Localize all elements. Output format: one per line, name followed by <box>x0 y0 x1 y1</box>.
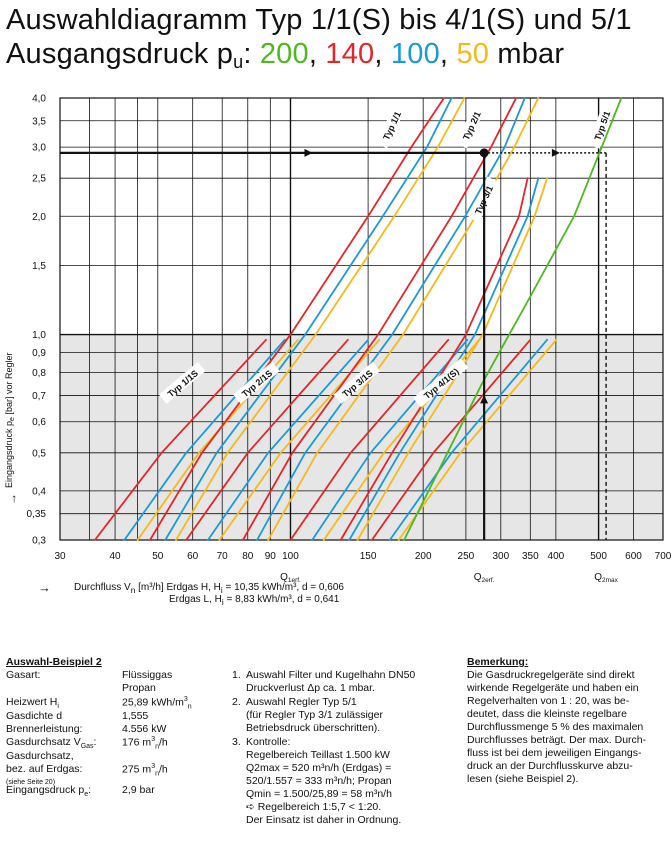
pressure-200: 200 <box>259 38 309 70</box>
qmax-label: $Q_{2max}$ <box>594 572 618 584</box>
curve-label <box>456 102 486 148</box>
flow-arrow-icon: → <box>38 580 51 595</box>
chart-title-line2: Ausgangsdruck $p_u$: 200, 140, 100, 50 mbar <box>6 38 565 72</box>
example-value: 176 $m^3_n/h$ <box>122 736 168 751</box>
step-text: Regelbereich Teillast 1.500 kW <box>246 749 390 761</box>
example-label: Brennerleistung: <box>6 723 83 735</box>
y-tick-label: 0,6 <box>32 417 46 429</box>
curve-label <box>376 102 406 148</box>
flow-line1: Durchfluss $V_n$ [m³/h] Erdgas H, $H_i = 10,35$ kWh/m³, d = 0,606 <box>74 582 344 595</box>
x-tick-label: 90 <box>264 551 276 562</box>
example-heading: Auswahl-Beispiel 2 <box>6 656 102 668</box>
x-tick-label: 200 <box>414 551 432 562</box>
remark-line: lesen (siehe Beispiel 2). <box>467 773 579 785</box>
remark-block <box>467 656 667 786</box>
curve-label-text: Typ 5/1 <box>592 109 613 142</box>
curve-label-text: Typ 1/1 <box>381 109 404 142</box>
example-value: 275 $m^3_n/h$ <box>122 763 168 778</box>
remark-line: deutet, dass die kleinste regelbare <box>467 708 627 720</box>
example-value: 25,89 kWh/$m^3_n$ <box>122 696 192 711</box>
y-tick-label: 3,0 <box>32 142 46 154</box>
y-tick-label: 0,4 <box>32 486 46 498</box>
x-tick-label: 70 <box>216 551 228 562</box>
curve-label-text: Typ 3/1 <box>473 184 496 216</box>
example-value: 2,9 bar <box>122 784 155 796</box>
q2-label: $Q_{2erf.}$ <box>473 572 495 584</box>
x-tick-label: 150 <box>359 551 377 562</box>
x-tick-label: 30 <box>54 551 66 562</box>
example-label: (siehe Seite 20) <box>6 779 56 786</box>
y-tick-label: 4,0 <box>32 93 46 105</box>
example-value: 1,555 <box>122 710 149 722</box>
step-number: 1. <box>232 669 241 681</box>
example-label: Gasdurchsatz $V_{Gas}$: <box>6 736 97 751</box>
y-tick-label: 2,0 <box>32 211 46 223</box>
x-tick-label: 250 <box>457 551 475 562</box>
x-tick-label: 50 <box>152 551 164 562</box>
step-text: ➪ Regelbereich 1:5,7 < 1:20. <box>246 801 382 813</box>
chart-title-line1: Auswahldiagramm Typ 1/1(S) bis 4/1(S) und 5/1 <box>6 4 632 36</box>
y-tick-label: 0,5 <box>32 448 46 460</box>
example-label: Eingangsdruck $p_e$: <box>6 784 92 799</box>
y-tick-label: 1,0 <box>32 330 46 342</box>
grey-band <box>60 335 663 540</box>
step-text: Druckverlust Δp ca. 1 mbar. <box>246 682 375 694</box>
x-tick-label: 700 <box>654 551 671 562</box>
remark-line: Die Gasdruckregelgeräte sind direkt <box>467 669 635 681</box>
remark-line: fluss ist bei dem jeweiligen Eingangs- <box>467 747 642 759</box>
pressure-140: 140 <box>325 38 375 70</box>
x-tick-label: 600 <box>625 551 642 562</box>
y-axis-arrow-icon: → <box>5 493 19 505</box>
step-text: Q2max = 520 m³n/h (Erdgas) = <box>246 762 392 774</box>
y-tick-label: 0,7 <box>32 390 46 402</box>
x-tick-label: 80 <box>242 551 254 562</box>
remark-text <box>467 669 667 786</box>
y-tick-label: 2,5 <box>32 173 46 185</box>
step-text: Qmin = 1.500/25,89 = 58 m³n/h <box>246 788 392 800</box>
y-tick-label: 0,8 <box>32 368 46 380</box>
step-text: Der Einsatz ist daher in Ordnung. <box>246 814 402 826</box>
example-label: Gasdichte d <box>6 710 63 722</box>
flow-line2: Erdgas L, $H_i = 8,83$ kWh/m³, d = 0,641 <box>169 594 340 607</box>
step-text: Auswahl Filter und Kugelhahn DN50 <box>246 669 416 681</box>
step-number: 3. <box>232 736 241 748</box>
example-label: Gasart: <box>6 669 41 681</box>
x-tick-label: 350 <box>521 551 539 562</box>
example-label: Heizwert $H_i$ <box>6 696 59 711</box>
curve-label-text: Typ 2/1S <box>239 368 275 400</box>
pressure-100: 100 <box>390 38 440 70</box>
pressure-unit: mbar <box>497 38 565 70</box>
x-tick-label: 500 <box>590 551 607 562</box>
curve-label-text: Typ 3/1S <box>340 368 375 400</box>
y-tick-label: 0,9 <box>32 348 46 360</box>
remark-line: wirkende Regelgeräte und haben ein <box>467 682 639 694</box>
curve-label-text: Typ 1/1S <box>165 368 201 400</box>
step-number: 2. <box>232 696 241 708</box>
title-sub: u <box>233 52 244 72</box>
step-text: Kontrolle: <box>246 736 291 748</box>
example-label: Gasdurchsatz, <box>6 750 74 762</box>
remark-line: Durchflusses beträgt. Der max. Durch- <box>467 734 647 746</box>
x-tick-label: 300 <box>492 551 510 562</box>
curve-label-text: Typ 2/1 <box>460 109 483 142</box>
remark-line: Regelverhalten von 1 : 20, was be- <box>467 695 630 707</box>
remark-heading: Bemerkung: <box>467 656 529 668</box>
title-prefix: Ausgangsdruck p <box>6 38 234 70</box>
x-tick-label: 100 <box>282 551 299 562</box>
x-tick-label: 400 <box>547 551 565 562</box>
example-value: Propan <box>122 682 156 694</box>
y-tick-label: 3,5 <box>32 116 46 128</box>
x-tick-label: 60 <box>187 551 199 562</box>
remark-line: Durchflussmenge 5 % des maximalen <box>467 721 644 733</box>
x-tick-label: 40 <box>109 551 121 562</box>
example-label: bez. auf Erdgas: <box>6 763 83 775</box>
example-value: Flüssiggas <box>122 669 173 681</box>
y-axis-label: Eingangsdruck $p_e$ [bar] vor Regler <box>4 352 16 488</box>
step-text: Betriebsdruck überschritten). <box>246 722 381 734</box>
step-text: (für Regler Typ 3/1 zulässiger <box>246 709 383 721</box>
y-tick-label: 1,5 <box>32 260 46 272</box>
pressure-50: 50 <box>456 38 490 70</box>
example-value: 4.556 kW <box>122 723 167 735</box>
q1-label: $Q_{1erf.}$ <box>280 572 301 584</box>
y-tick-label: 0,3 <box>32 535 46 547</box>
curve-label-text: Typ 4/1(S) <box>421 366 461 402</box>
title-colon: : <box>243 38 252 70</box>
pressure-arrow-icon <box>304 149 312 157</box>
step-text: Auswahl Regler Typ 5/1 <box>246 696 357 708</box>
remark-line: druck an der Durchflusskurve abzu- <box>467 760 633 772</box>
y-tick-label: 0,35 <box>26 509 46 521</box>
step-text: 520/1.557 = 333 m³n/h; Propan <box>246 775 392 787</box>
